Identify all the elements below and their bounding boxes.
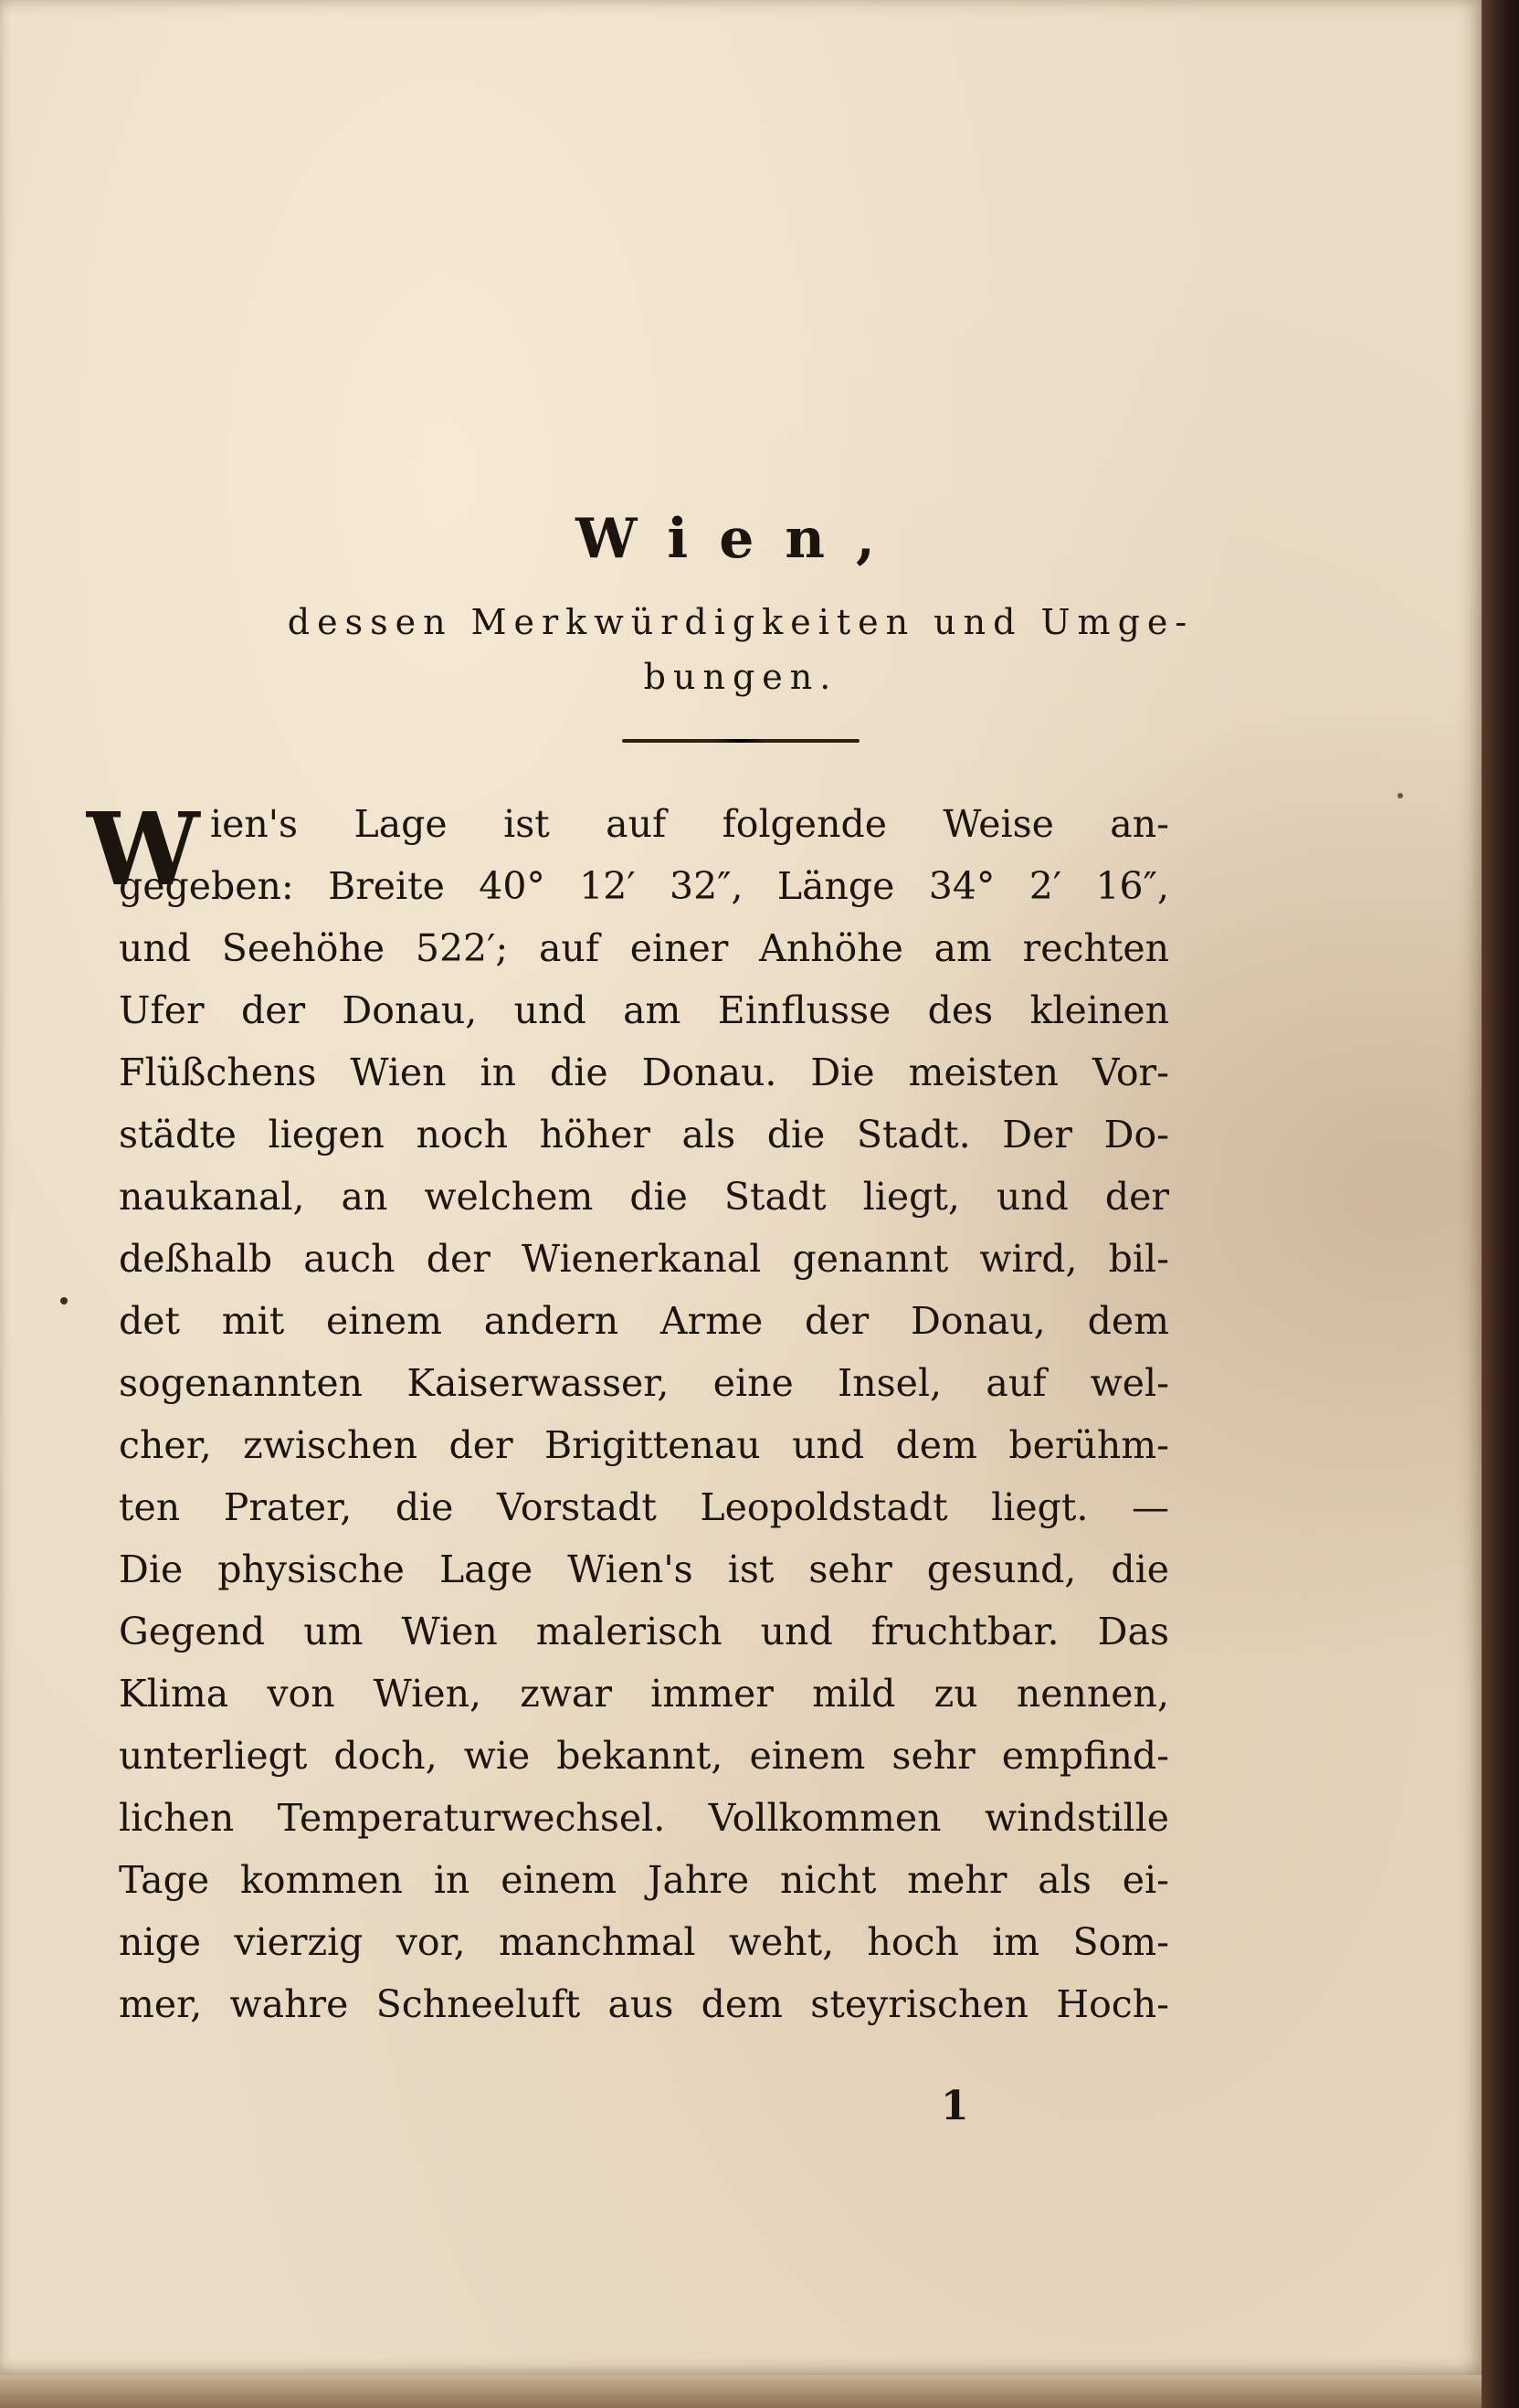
text-line: Ufer der Donau, und am Einflusse des kleinen — [119, 988, 1169, 1032]
chapter-title: Wien, — [575, 507, 906, 571]
text-line: lichen Temperaturwechsel. Vollkommen windstille — [119, 1796, 1169, 1840]
drop-cap: W — [87, 790, 200, 908]
text-line: Flüßchens Wien in die Donau. Die meisten Vor- — [119, 1051, 1169, 1094]
text-line: sogenannten Kaiserwasser, eine Insel, auf wel- — [119, 1361, 1169, 1405]
text-line: det mit einem andern Arme der Donau, dem — [119, 1299, 1169, 1343]
text-line: Tage kommen in einem Jahre nicht mehr als ei- — [119, 1858, 1169, 1902]
text-line: unterliegt doch, wie bekannt, einem sehr empfind- — [119, 1734, 1169, 1778]
page-bottom-edge — [0, 2375, 1482, 2408]
text-line: mer, wahre Schneeluft aus dem steyrischen Hoch- — [119, 1982, 1169, 2026]
text-line: ien's Lage ist auf folgende Weise an- — [210, 802, 1169, 846]
paper-speck — [1398, 793, 1403, 798]
text-line: gegeben: Breite 40° 12′ 32″, Länge 34° 2′ 16″, — [119, 864, 1169, 908]
text-line: nige vierzig vor, manchmal weht, hoch im Som- — [119, 1920, 1169, 1964]
text-line: Klima von Wien, zwar immer mild zu nennen, — [119, 1672, 1169, 1716]
page-number: 1 — [941, 2083, 969, 2129]
text-line: Die physische Lage Wien's ist sehr gesund, die — [119, 1547, 1169, 1591]
book-spine — [1482, 0, 1519, 2408]
text-line: cher, zwischen der Brigittenau und dem berühm- — [119, 1423, 1169, 1467]
paper-speck — [60, 1297, 68, 1304]
chapter-subtitle-line-2: bungen. — [643, 657, 839, 697]
text-line: Gegend um Wien malerisch und fruchtbar. Das — [119, 1610, 1169, 1653]
text-line: und Seehöhe 522′; auf einer Anhöhe am rechten — [119, 926, 1169, 970]
text-line: deßhalb auch der Wienerkanal genannt wird, bil- — [119, 1237, 1169, 1281]
text-line: ten Prater, die Vorstadt Leopoldstadt liegt. — — [119, 1485, 1169, 1529]
text-line: naukanal, an welchem die Stadt liegt, und der — [119, 1175, 1169, 1219]
paragraph — [119, 793, 1169, 2035]
text-line: städte liegen noch höher als die Stadt. Der Do- — [119, 1113, 1169, 1156]
chapter-subtitle-line-1: dessen Merkwürdigkeiten und Umge- — [287, 602, 1195, 642]
chapter-header — [0, 498, 1482, 743]
ornamental-rule — [622, 739, 860, 743]
